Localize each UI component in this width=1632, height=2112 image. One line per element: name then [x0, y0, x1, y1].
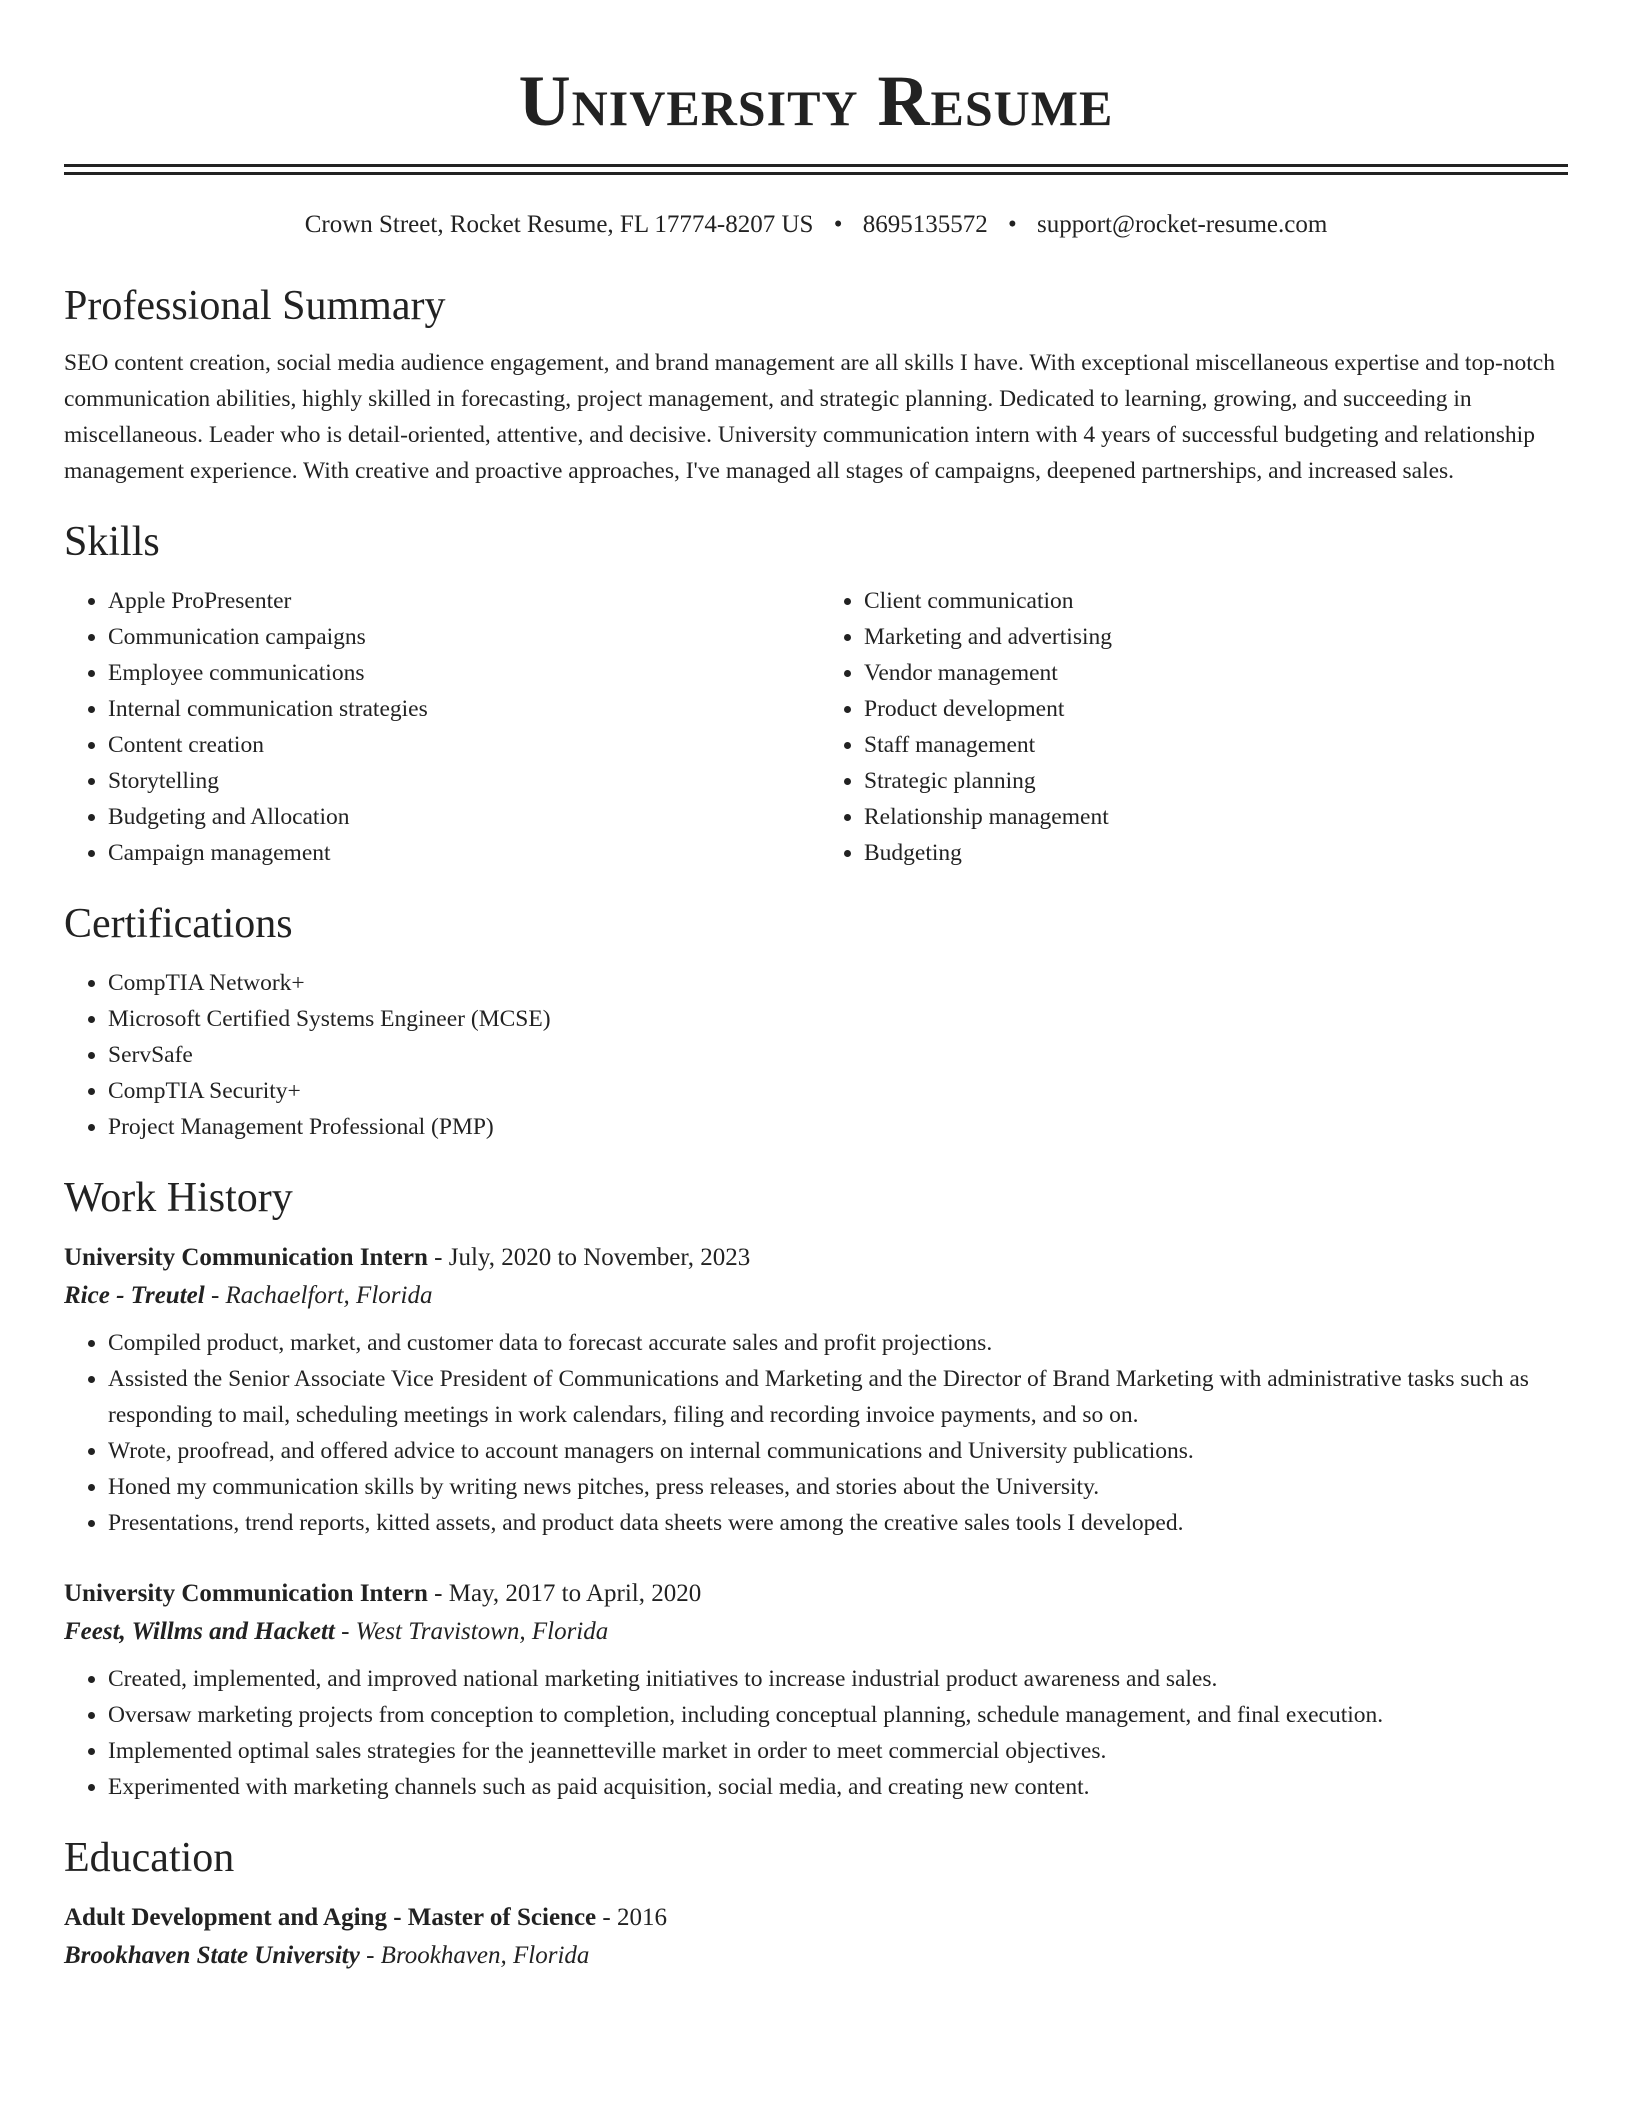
certifications-heading: Certifications	[64, 901, 293, 947]
school-name: Brookhaven State University	[64, 1942, 360, 1969]
school-location: - Brookhaven, Florida	[359, 1942, 590, 1969]
contact-phone: 8695135572	[862, 211, 988, 238]
certifications-list	[64, 965, 1568, 1145]
skill-item: • Apple ProPresenter	[108, 583, 812, 619]
skills-list	[64, 583, 1568, 871]
skill-item: • Product development	[864, 691, 1568, 727]
contact-separator: •	[1007, 211, 1017, 238]
skill-item: • Vendor management	[864, 655, 1568, 691]
job-dates: - May, 2017 to April, 2020	[427, 1580, 702, 1607]
job-location: - West Travistown, Florida	[334, 1618, 609, 1645]
job-bullet: • Implemented optimal sales strategies for the jeannetteville market in order to meet commercial objectives.	[108, 1733, 1568, 1769]
job-company-line	[64, 1613, 1568, 1651]
skills-column-left	[64, 583, 812, 871]
job-bullet: • Wrote, proofread, and offered advice to account managers on internal communications and University publications.	[108, 1433, 1568, 1469]
skill-item: • Strategic planning	[864, 763, 1568, 799]
skill-item: • Client communication	[864, 583, 1568, 619]
job-bullet: • Oversaw marketing projects from conception to completion, including conceptual planning, schedule management, and final execution.	[108, 1697, 1568, 1733]
certification-item: • CompTIA Network+	[108, 965, 1568, 1001]
certification-item: • Microsoft Certified Systems Engineer (MCSE)	[108, 1001, 1568, 1037]
job-company-line	[64, 1277, 1568, 1315]
resume-title: University Resume	[518, 61, 1114, 141]
skill-item: • Budgeting	[864, 835, 1568, 871]
work-history-heading: Work History	[64, 1175, 293, 1221]
certification-item: • ServSafe	[108, 1037, 1568, 1073]
skills-heading: Skills	[64, 519, 160, 565]
summary-text: SEO content creation, social media audience engagement, and brand management are all skills I have. With exceptional miscellaneous expertise and top-notch communication abilities, highly skilled in forecasting, project management, and strategic planning. Dedicated to learning, growing, and succeeding in miscellaneous. Leader who is detail-oriented, attentive, and decisive. University communication intern with 4 years of successful budgeting and relationship management experience. With creative and proactive approaches, I've managed all stages of campaigns, deepened partnerships, and increased sales.	[64, 350, 1555, 484]
degree-line	[64, 1899, 1568, 1937]
skill-item: • Budgeting and Allocation	[108, 799, 812, 835]
job-bullet: • Assisted the Senior Associate Vice President of Communications and Marketing and the Director of Brand Marketing with administrative tasks such as responding to mail, scheduling meetings in work calendars, filing and recording invoice payments, and so on.	[108, 1361, 1568, 1433]
job-company: Rice - Treutel	[64, 1282, 205, 1309]
job-location: - Rachaelfort, Florida	[204, 1282, 433, 1309]
job-bullet: • Created, implemented, and improved national marketing initiatives to increase industrial product awareness and sales.	[108, 1661, 1568, 1697]
skill-item: • Marketing and advertising	[864, 619, 1568, 655]
degree: Adult Development and Aging - Master of Science	[64, 1904, 597, 1931]
job-title: University Communication Intern	[64, 1580, 428, 1607]
job-dates: - July, 2020 to November, 2023	[427, 1244, 751, 1271]
skill-item: • Internal communication strategies	[108, 691, 812, 727]
school-line	[64, 1937, 1568, 1975]
skill-item: • Staff management	[864, 727, 1568, 763]
job-entry	[64, 1239, 1568, 1541]
contact-separator: •	[833, 211, 843, 238]
job-title-line	[64, 1239, 1568, 1277]
skill-item: • Content creation	[108, 727, 812, 763]
job-bullets	[64, 1661, 1568, 1805]
job-entry	[64, 1575, 1568, 1805]
job-bullet: • Honed my communication skills by writing news pitches, press releases, and stories about the University.	[108, 1469, 1568, 1505]
certification-item: • Project Management Professional (PMP)	[108, 1109, 1568, 1145]
skill-item: • Relationship management	[864, 799, 1568, 835]
certification-item: • CompTIA Security+	[108, 1073, 1568, 1109]
title-double-rule	[64, 164, 1568, 175]
education-heading: Education	[64, 1835, 235, 1881]
job-company: Feest, Willms and Hackett	[64, 1618, 335, 1645]
education-entry	[64, 1899, 1568, 1975]
job-bullet: • Compiled product, market, and customer data to forecast accurate sales and profit projections.	[108, 1325, 1568, 1361]
job-bullet: • Experimented with marketing channels such as paid acquisition, social media, and creating new content.	[108, 1769, 1568, 1805]
skills-column-right	[812, 583, 1568, 871]
skill-item: • Campaign management	[108, 835, 812, 871]
skill-item: • Communication campaigns	[108, 619, 812, 655]
contact-address: Crown Street, Rocket Resume, FL 17774-8207 US	[304, 211, 814, 238]
contact-line	[64, 209, 1568, 241]
job-title: University Communication Intern	[64, 1244, 428, 1271]
job-bullets	[64, 1325, 1568, 1541]
job-title-line	[64, 1575, 1568, 1613]
skill-item: • Employee communications	[108, 655, 812, 691]
job-bullet: • Presentations, trend reports, kitted assets, and product data sheets were among the creative sales tools I developed.	[108, 1505, 1568, 1541]
contact-email: support@rocket-resume.com	[1037, 211, 1328, 238]
summary-heading: Professional Summary	[64, 283, 446, 329]
skill-item: • Storytelling	[108, 763, 812, 799]
graduation-year: - 2016	[596, 1904, 667, 1931]
